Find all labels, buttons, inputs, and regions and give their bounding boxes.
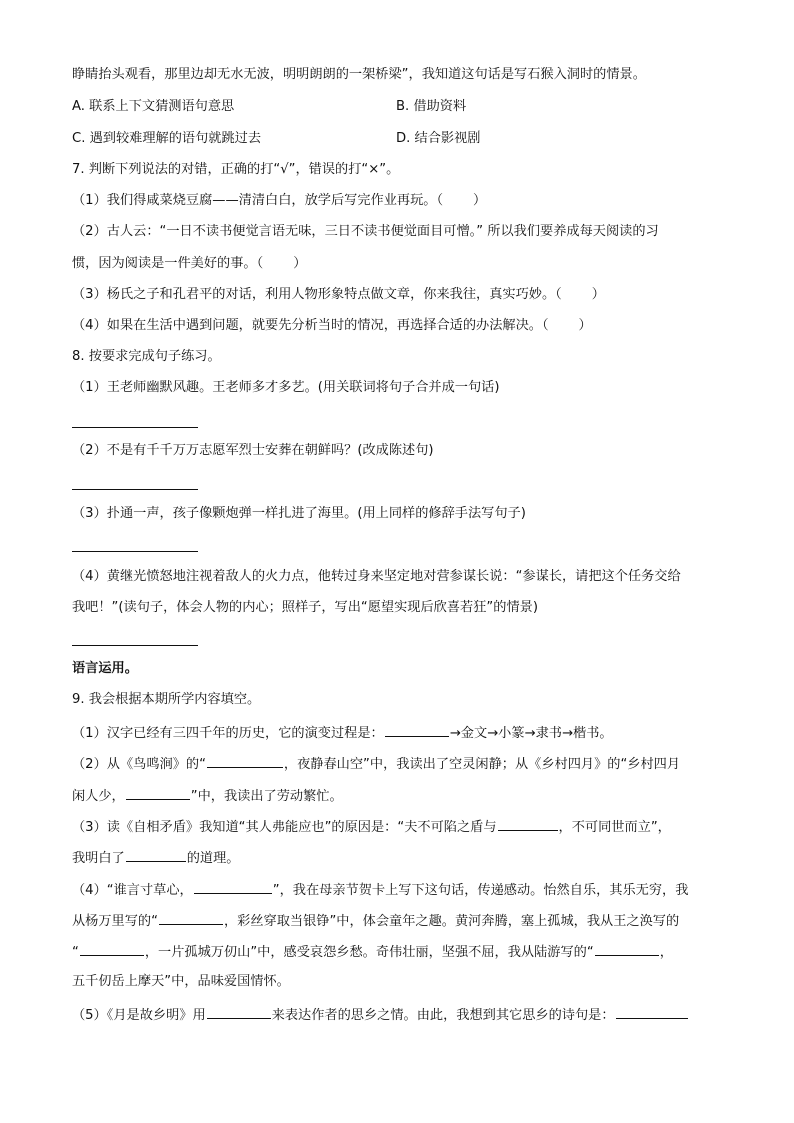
q8-item-4-line-1: （4）黄继光愤怒地注视着敌人的火力点，他转过身来坚定地对营参谋长说：“参谋长，请把这个任务交给 [72,569,681,584]
q9-item-2-line-1: （2）从《鸟鸣涧》的“ ，夜静春山空”中，我读出了空灵闲静；从《乡村四月》的“乡村四月 [72,753,680,775]
q8-item-4-line-2: 我吧！”(读句子，体会人物的内心；照样子，写出“愿望实现后欣喜若狂”的情景) [72,600,538,615]
q7-item-2-line-2: 惯，因为阅读是一件美好的事。（ ） [72,256,307,271]
q9-item-5: （5）《月是故乡明》用 来表达作者的思乡之情。由此，我想到其它思乡的诗句是： [72,1004,689,1026]
fill-blank[interactable] [126,847,186,862]
q9-item-4-line-4: 五千仞岳上摩天”中，品味爱国情怀。 [72,974,290,989]
fill-blank[interactable] [207,753,283,768]
fill-blank[interactable] [616,1004,688,1019]
q8-item-2: （2）不是有千千万万志愿军烈士安葬在朝鲜吗？(改成陈述句) [72,443,434,458]
q6-option-c: C. 遇到较难理解的语句就跳过去 [72,131,262,146]
q6-option-a: A. 联系上下文猜测语句意思 [72,99,235,114]
fill-blank[interactable] [194,879,272,894]
q7-item-1: （1）我们得咸菜烧豆腐——清清白白，放学后写完作业再玩。（ ） [72,193,487,208]
answer-line-4[interactable] [72,645,198,646]
q9-item-4-line-1: （4）“谁言寸草心， ”，我在母亲节贺卡上写下这句话，传递感动。怡然自乐，其乐无穷，我 [72,879,688,901]
fill-blank[interactable] [80,941,144,956]
answer-line-1[interactable] [72,427,198,428]
q9-item-3-line-1: （3）读《自相矛盾》我知道“其人弗能应也”的原因是：“夫不可陷之盾与 ，不可同世而立”， [72,816,671,838]
q8-item-3: （3）扑通一声，孩子像颗炮弹一样扎进了海里。(用上同样的修辞手法写句子) [72,506,526,521]
fill-blank[interactable] [126,785,190,800]
answer-line-3[interactable] [72,551,198,552]
q9-item-4-line-3: “ ，一片孤城万仞山”中，感受哀怨乡愁。奇伟壮丽，坚强不屈，我从陆游写的“ ， [72,941,673,963]
fill-blank[interactable] [207,1004,271,1019]
fill-blank[interactable] [385,722,449,737]
q8-item-1: （1）王老师幽默风趣。王老师多才多艺。(用关联词将句子合并成一句话) [72,380,500,395]
q9-item-1: （1）汉字已经有三四千年的历史，它的演变过程是： →金文→小篆→隶书→楷书。 [72,722,613,744]
q9-item-2-line-2: 闲人少， ”中，我读出了劳动繁忙。 [72,785,343,807]
q9-item-3-line-2: 我明白了 的道理。 [72,847,240,869]
q7-item-2-line-1: （2）古人云：“一日不读书便觉言语无味，三日不读书便觉面目可憎。” 所以我们要养成每天阅读的习 [72,224,659,239]
q7-item-4: （4）如果在生活中遇到问题，就要先分析当时的情况，再选择合适的办法解决。（ ） [72,318,592,333]
q9-item-4-line-2: 从杨万里写的“ ，彩丝穿取当银铮”中，体会童年之趣。黄河奔腾，塞上孤城，我从王之涣写的 [72,910,679,932]
q7-item-3: （3）杨氏之子和孔君平的对话，利用人物形象特点做文章，你来我往，真实巧妙。（ ） [72,287,605,302]
q9-title: 9. 我会根据本期所学内容填空。 [72,692,261,707]
q6-option-d: D. 结合影视剧 [396,131,481,146]
fill-blank[interactable] [159,910,223,925]
fill-blank[interactable] [498,816,558,831]
fill-blank[interactable] [595,941,659,956]
q8-title: 8. 按要求完成句子练习。 [72,349,221,364]
q6-option-b: B. 借助资料 [396,99,467,114]
q6-continuation: 睁睛抬头观看，那里边却无水无波，明明朗朗的一架桥梁”，我知道这句话是写石猴入洞时的情景。 [72,67,646,82]
answer-line-2[interactable] [72,489,198,490]
q7-title: 7. 判断下列说法的对错，正确的打“√”，错误的打“×”。 [72,162,400,177]
section-heading: 语言运用。 [72,661,138,676]
